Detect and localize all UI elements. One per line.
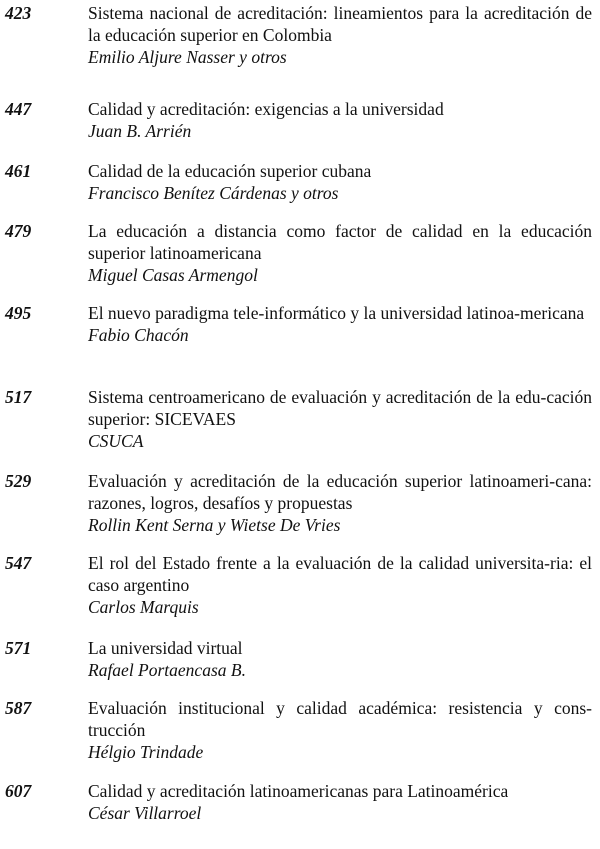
- page-number: 571: [5, 638, 32, 658]
- page-number: 461: [5, 161, 32, 181]
- page-number: 495: [5, 303, 32, 323]
- entry-content: [88, 697, 592, 763]
- article-author: César Villarroel: [88, 803, 202, 823]
- entry-content: [88, 160, 592, 204]
- article-author: Emilio Aljure Nasser y otros: [88, 47, 287, 67]
- article-title: La universidad virtual: [88, 638, 243, 658]
- entry-content: [88, 302, 592, 346]
- page-number: 529: [5, 471, 32, 491]
- entry-content: [88, 637, 592, 681]
- entry-content: [88, 2, 592, 68]
- entry-content: [88, 552, 592, 618]
- page-number: 423: [5, 3, 32, 23]
- page-number: 547: [5, 553, 32, 573]
- article-title: Calidad y acreditación: exigencias a la universidad: [88, 99, 444, 119]
- article-title: El nuevo paradigma tele-informático y la universidad latinoa-mericana: [88, 303, 585, 323]
- article-author: Fabio Chacón: [88, 325, 189, 345]
- page-number: 479: [5, 221, 32, 241]
- article-author: Rafael Portaencasa B.: [88, 660, 246, 680]
- article-title: La educación a distancia como factor de calidad en la educación superior latinoamericana: [88, 221, 592, 263]
- article-author: Hélgio Trindade: [88, 742, 204, 762]
- entry-content: [88, 780, 592, 824]
- article-title: El rol del Estado frente a la evaluación de la calidad universita-ria: el caso argentino: [88, 553, 592, 595]
- page-number: 607: [5, 781, 32, 801]
- article-title: Calidad y acreditación latinoamericanas para Latinoamérica: [88, 781, 509, 801]
- entry-content: [88, 220, 592, 286]
- page-number: 447: [5, 99, 32, 119]
- article-author: CSUCA: [88, 431, 144, 451]
- entry-content: [88, 98, 592, 142]
- article-author: Carlos Marquis: [88, 597, 199, 617]
- entry-content: [88, 470, 592, 536]
- article-author: Miguel Casas Armengol: [88, 265, 258, 285]
- page-number: 587: [5, 698, 32, 718]
- article-author: Rollin Kent Serna y Wietse De Vries: [88, 515, 341, 535]
- article-author: Francisco Benítez Cárdenas y otros: [88, 183, 339, 203]
- page-number: 517: [5, 387, 32, 407]
- article-title: Calidad de la educación superior cubana: [88, 161, 372, 181]
- article-title: Evaluación institucional y calidad académica: resistencia y cons-trucción: [88, 698, 592, 740]
- article-title: Evaluación y acreditación de la educación superior latinoameri-cana: razones, logros, desafíos y propuestas: [88, 471, 592, 513]
- entry-content: [88, 386, 592, 452]
- article-title: Sistema centroamericano de evaluación y acreditación de la edu-cación superior: SICEVAES: [88, 387, 592, 429]
- article-author: Juan B. Arrién: [88, 121, 192, 141]
- article-title: Sistema nacional de acreditación: lineamientos para la acreditación de la educación superior en Colombia: [88, 3, 592, 45]
